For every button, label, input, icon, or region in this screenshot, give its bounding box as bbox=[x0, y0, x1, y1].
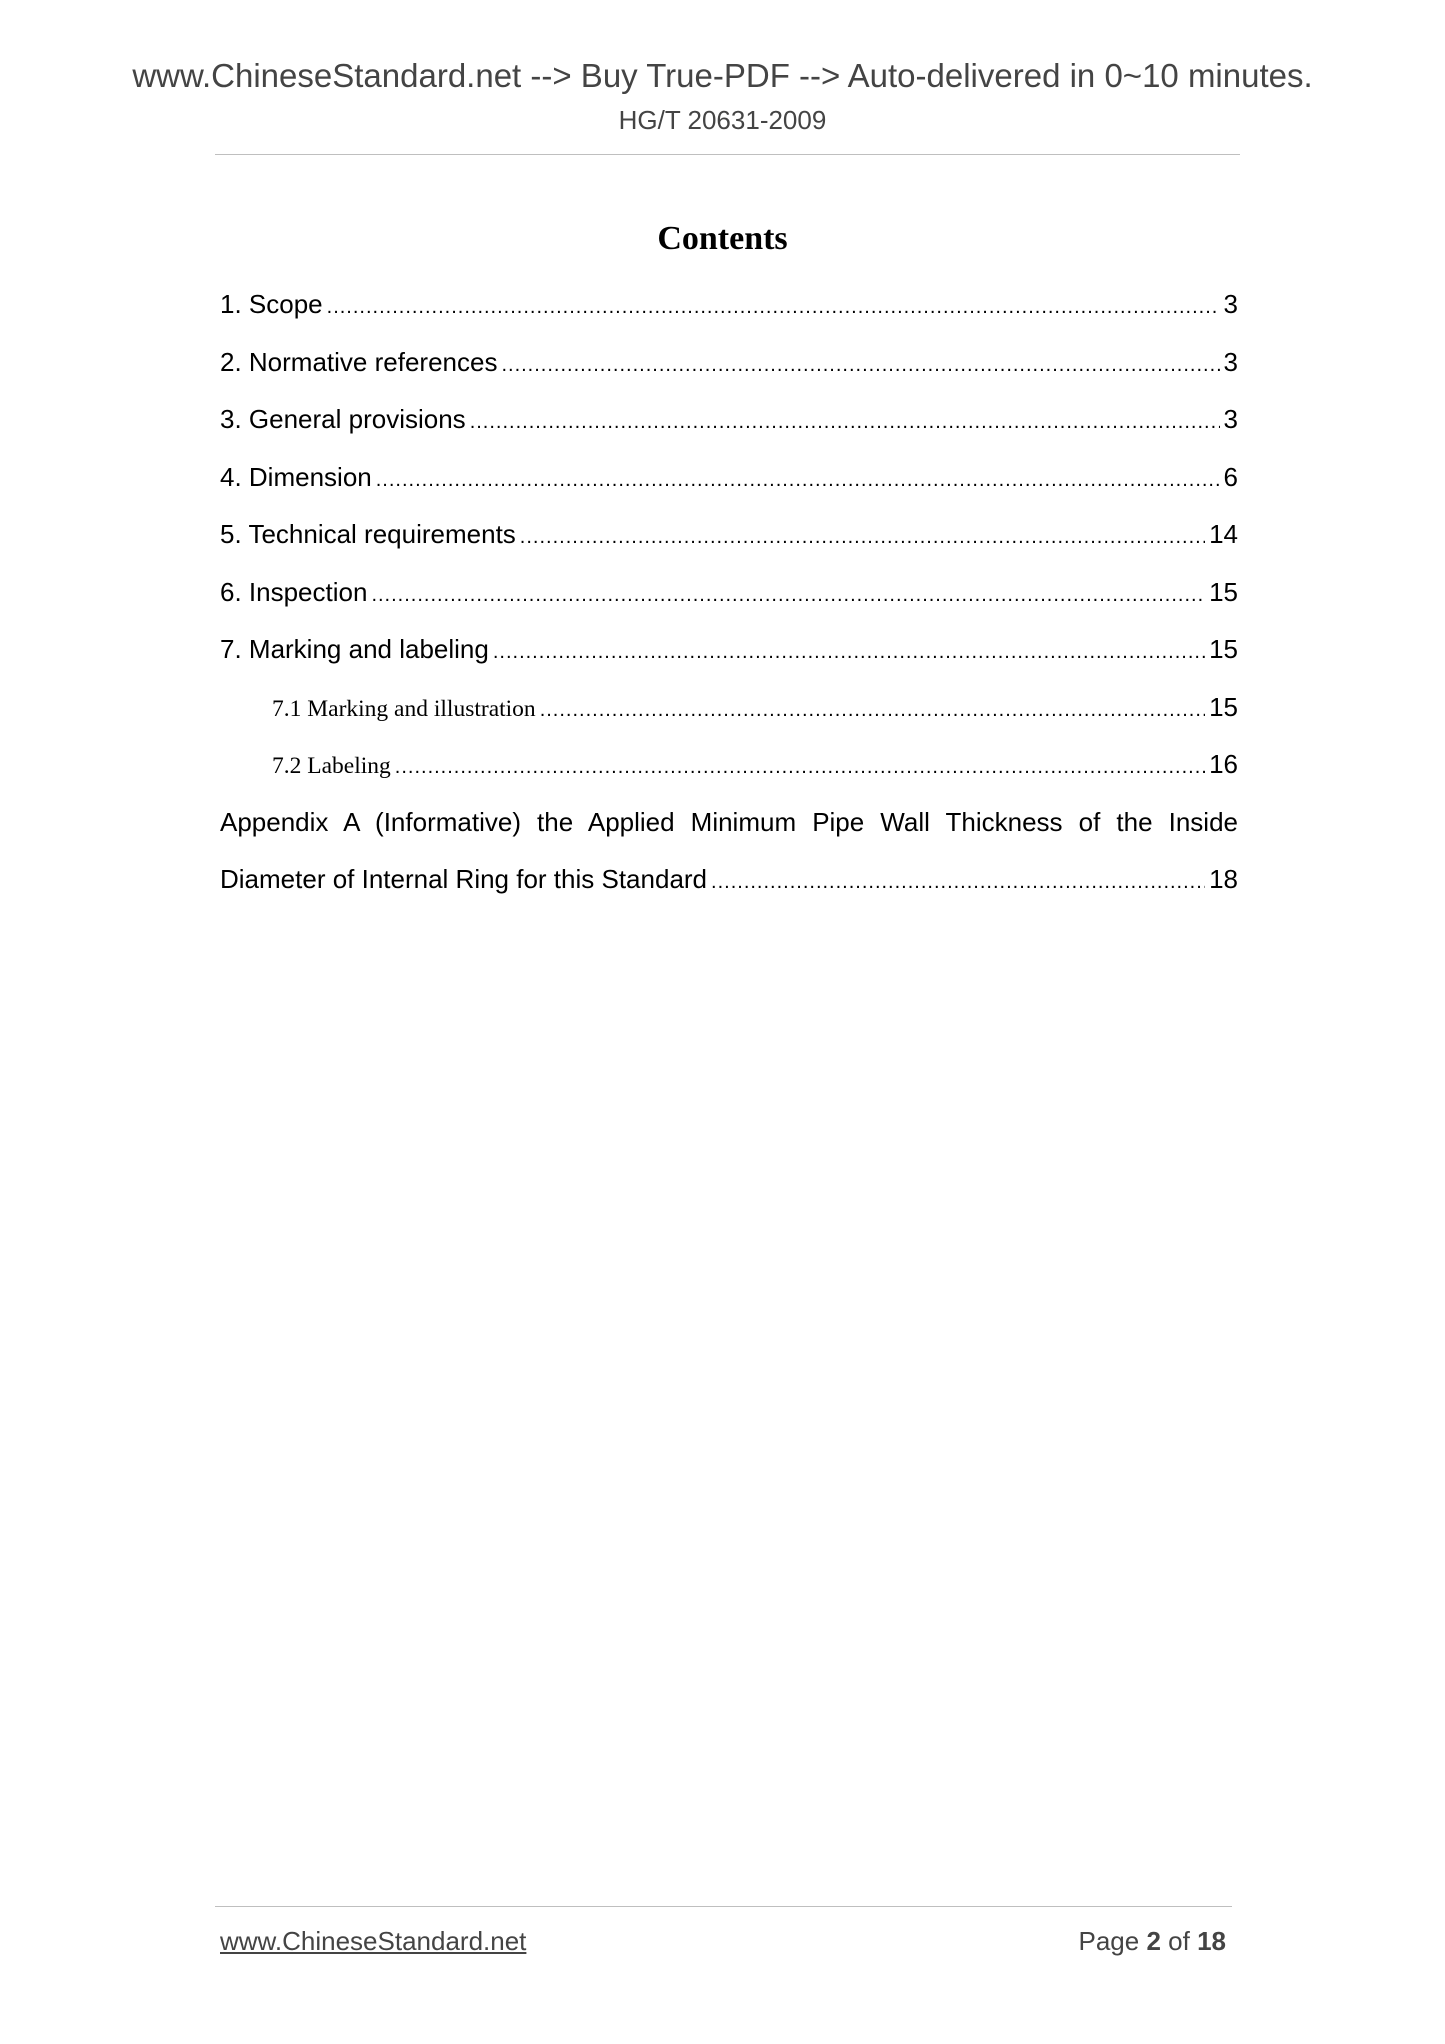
page-number-total: 18 bbox=[1197, 1926, 1226, 1956]
toc-leader-dots bbox=[470, 402, 1220, 442]
toc-entry-marking-and-labeling[interactable] bbox=[220, 629, 1238, 687]
toc-entry-page: 3 bbox=[1223, 346, 1238, 377]
toc-leader-dots bbox=[540, 690, 1205, 730]
toc-leader-dots bbox=[711, 862, 1205, 902]
toc-entry-label: 7. Marking and labeling bbox=[220, 634, 489, 664]
toc-entry-page: 18 bbox=[1209, 864, 1238, 894]
toc-entry-appendix-a[interactable] bbox=[220, 859, 1238, 917]
toc-entry-dimension[interactable] bbox=[220, 457, 1238, 515]
toc-entry-page: 15 bbox=[1209, 576, 1238, 607]
toc-leader-dots bbox=[376, 460, 1220, 500]
toc-entry-label: 1. Scope bbox=[220, 289, 323, 319]
toc-entry-page: 15 bbox=[1209, 691, 1238, 722]
page-number-current: 2 bbox=[1146, 1926, 1161, 1956]
toc-entry-label: 6. Inspection bbox=[220, 576, 368, 607]
toc-entry-appendix-a-line1[interactable]: Appendix A (Informative) the Applied Minimum Pipe Wall Thickness of the Inside bbox=[220, 806, 1238, 837]
toc-entry-general-provisions[interactable] bbox=[220, 399, 1238, 457]
toc-entry-label: 5. Technical requirements bbox=[220, 519, 516, 549]
toc-entry-label: Diameter of Internal Ring for this Standard bbox=[220, 864, 708, 894]
toc-entry-page: 15 bbox=[1209, 634, 1238, 664]
toc-entry-label: 7.2 Labeling bbox=[272, 753, 391, 779]
toc-entry-label: 4. Dimension bbox=[220, 461, 372, 492]
toc-entry-normative-references[interactable] bbox=[220, 342, 1238, 400]
toc-entry-label: 3. General provisions bbox=[220, 404, 466, 434]
toc-entry-page: 16 bbox=[1209, 749, 1238, 779]
table-of-contents bbox=[220, 284, 1238, 917]
toc-entry-page: 6 bbox=[1223, 461, 1238, 492]
header-banner: www.ChineseStandard.net --> Buy True-PDF --> Auto-delivered in 0~10 minutes. bbox=[132, 57, 1313, 94]
toc-leader-dots bbox=[371, 575, 1205, 615]
page-number bbox=[1078, 1924, 1226, 1958]
toc-leader-dots bbox=[327, 287, 1220, 327]
page-title: Contents bbox=[657, 220, 788, 257]
toc-entry-technical-requirements[interactable] bbox=[220, 514, 1238, 572]
toc-entry-page: 3 bbox=[1223, 289, 1238, 319]
toc-leader-dots bbox=[395, 747, 1205, 787]
toc-leader-dots bbox=[493, 632, 1205, 672]
toc-entry-label: 7.1 Marking and illustration bbox=[272, 695, 536, 722]
toc-leader-dots bbox=[520, 517, 1205, 557]
toc-entry-page: 3 bbox=[1223, 404, 1238, 434]
page-number-of: of bbox=[1168, 1926, 1190, 1956]
footer-website-link[interactable]: www.ChineseStandard.net bbox=[220, 1926, 527, 1956]
toc-entry-labeling[interactable] bbox=[220, 744, 1238, 802]
document-code: HG/T 20631-2009 bbox=[618, 105, 827, 135]
page-number-prefix: Page bbox=[1078, 1926, 1140, 1956]
toc-entry-label: 2. Normative references bbox=[220, 346, 498, 377]
toc-leader-dots bbox=[501, 345, 1219, 385]
header-divider bbox=[215, 154, 1240, 155]
toc-entry-marking-and-illustration[interactable] bbox=[220, 687, 1238, 745]
toc-entry-scope[interactable] bbox=[220, 284, 1238, 342]
toc-entry-inspection[interactable] bbox=[220, 572, 1238, 630]
footer-divider bbox=[215, 1906, 1232, 1907]
toc-entry-page: 14 bbox=[1209, 519, 1238, 549]
